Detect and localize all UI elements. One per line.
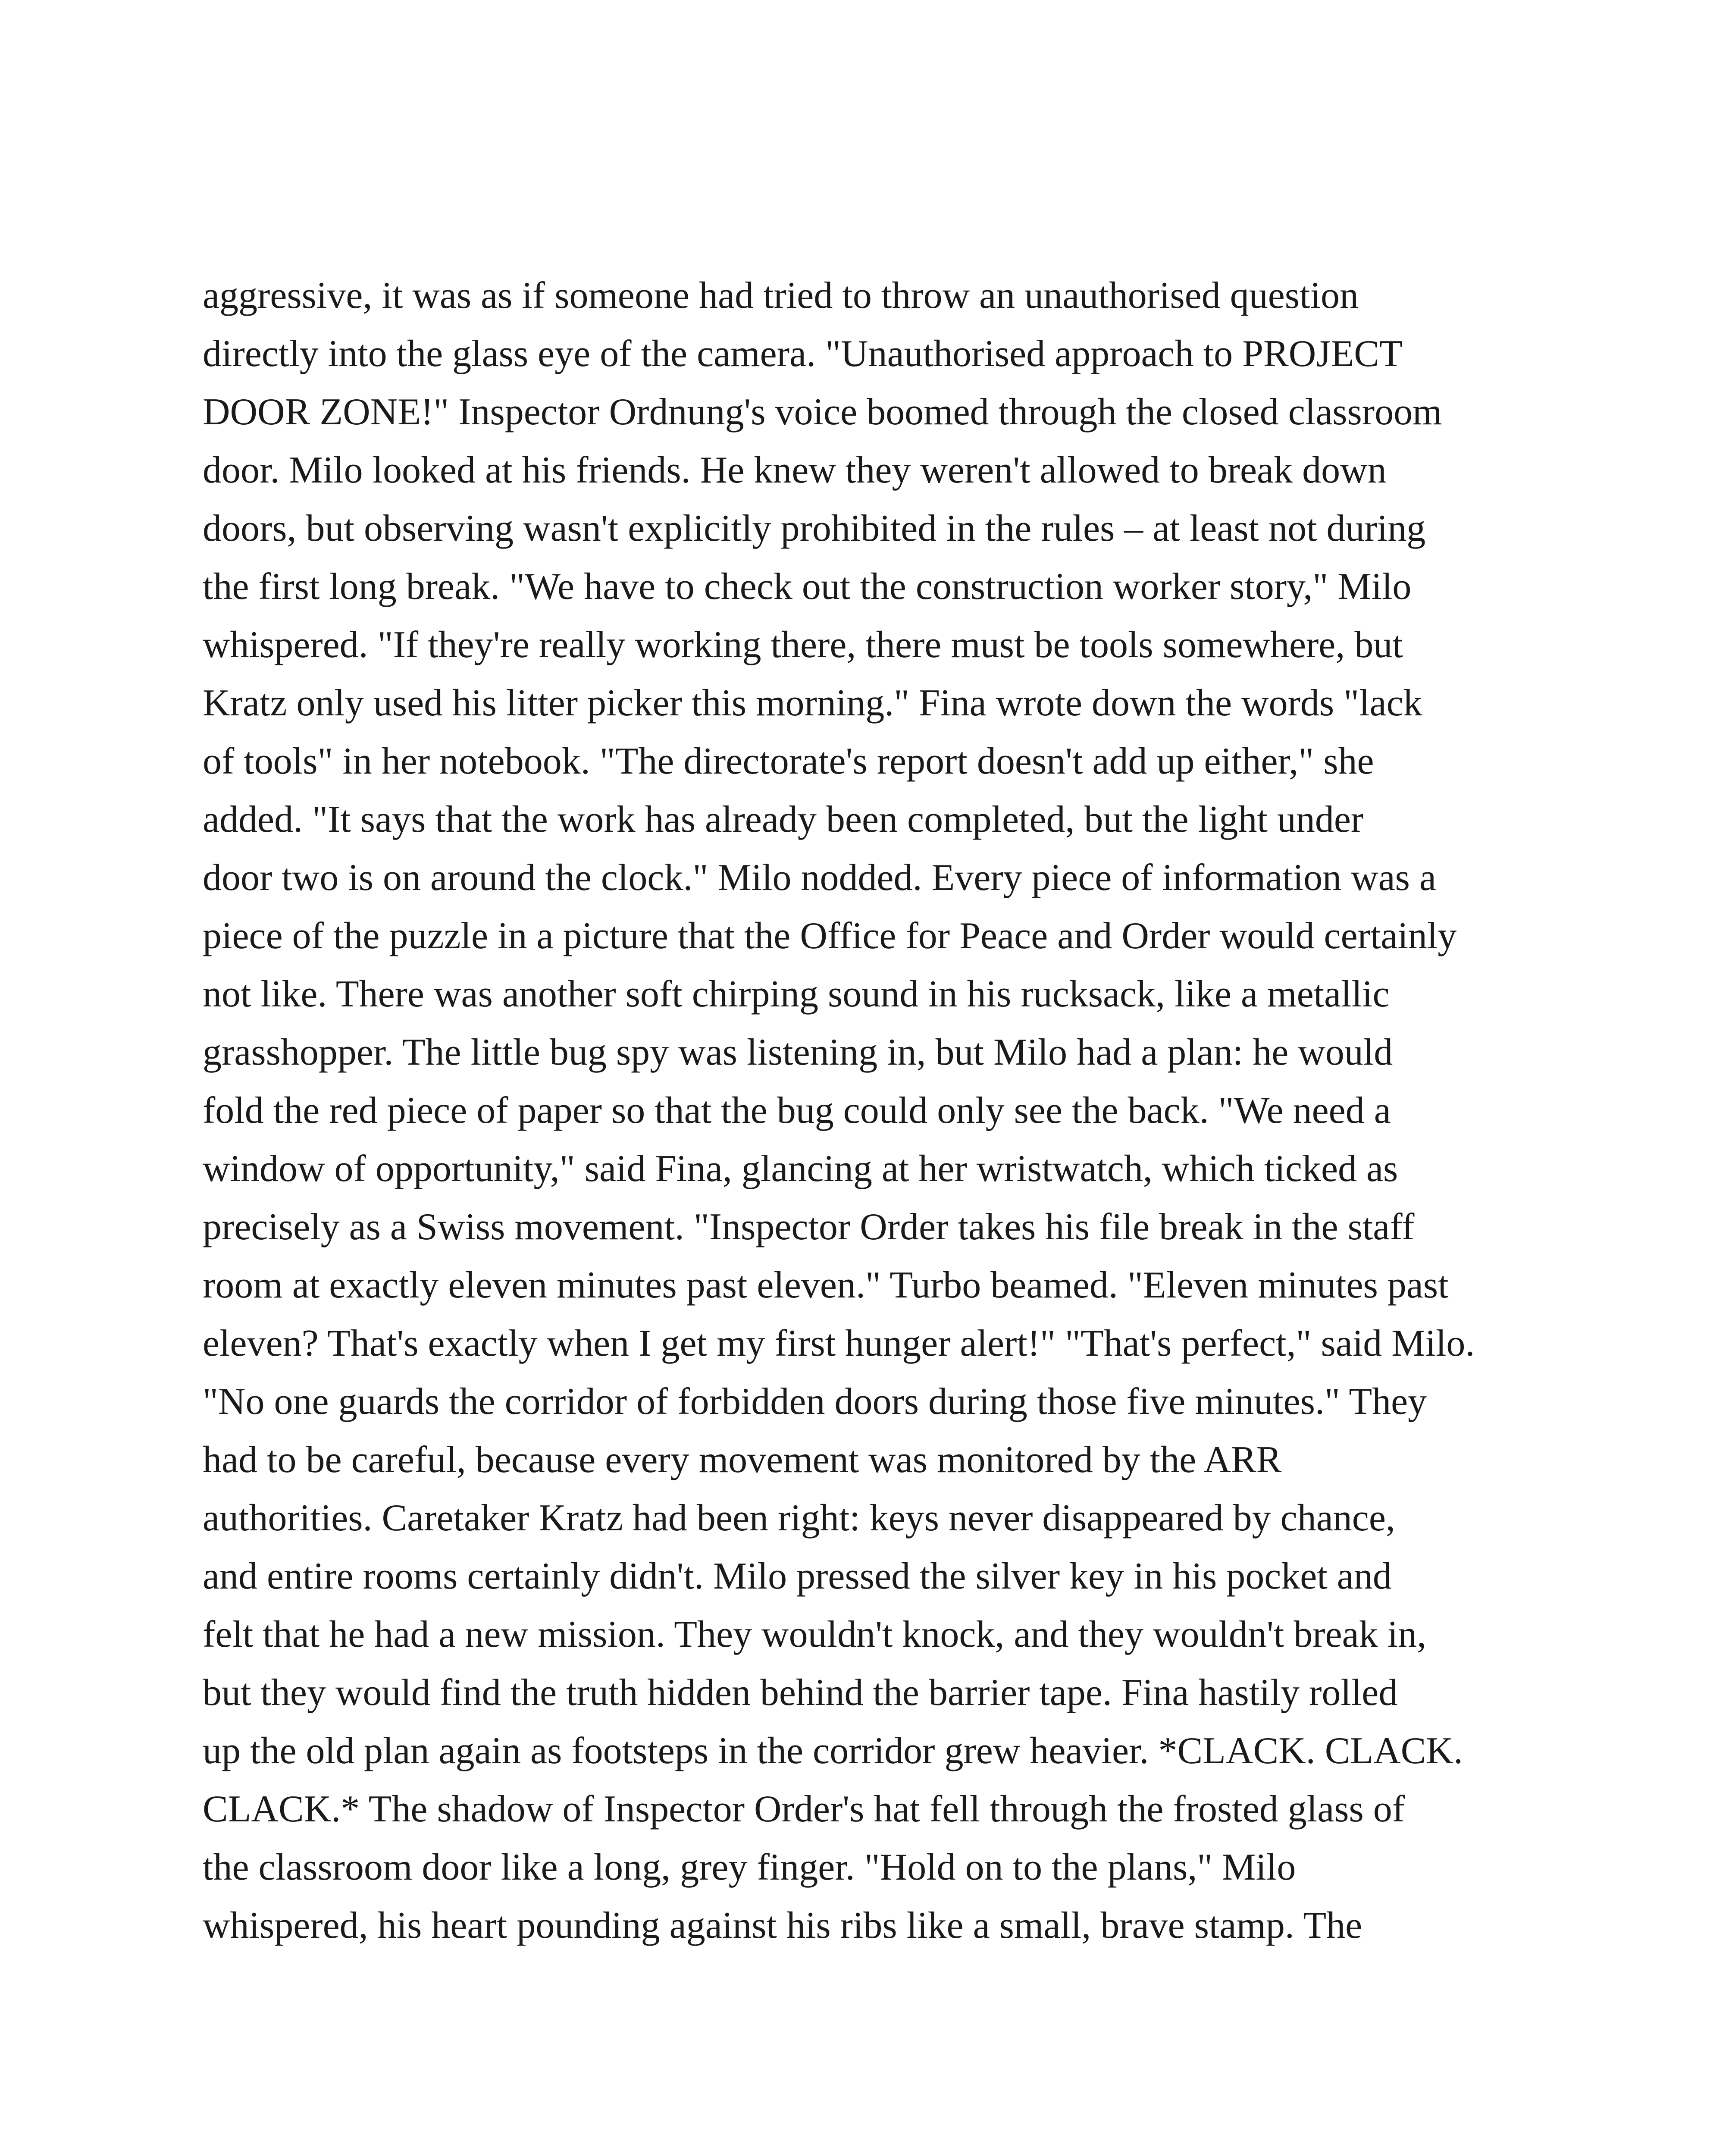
text-line: directly into the glass eye of the camera. "Unauthorised approach to PROJECT <box>203 333 1403 375</box>
text-line: not like. There was another soft chirping sound in his rucksack, like a metallic <box>203 973 1390 1015</box>
text-line: had to be careful, because every movement was monitored by the ARR <box>203 1439 1282 1481</box>
text-line: "No one guards the corridor of forbidden doors during those five minutes." They <box>203 1381 1427 1423</box>
text-line: doors, but observing wasn't explicitly prohibited in the rules – at least not during <box>203 508 1426 549</box>
text-line: whispered. "If they're really working there, there must be tools somewhere, but <box>203 624 1403 666</box>
text-line: eleven? That's exactly when I get my first hunger alert!" "That's perfect," said Milo. <box>203 1322 1475 1364</box>
text-line: added. "It says that the work has already been completed, but the light under <box>203 799 1364 840</box>
text-line: grasshopper. The little bug spy was listening in, but Milo had a plan: he would <box>203 1031 1393 1073</box>
text-line: window of opportunity," said Fina, glancing at her wristwatch, which ticked as <box>203 1148 1398 1190</box>
text-line: whispered, his heart pounding against his ribs like a small, brave stamp. The <box>203 1905 1362 1946</box>
body-text <box>203 266 1540 1955</box>
text-line: felt that he had a new mission. They wouldn't knock, and they wouldn't break in, <box>203 1614 1427 1655</box>
text-line: up the old plan again as footsteps in the corridor grew heavier. *CLACK. CLACK. <box>203 1730 1463 1772</box>
text-line: Kratz only used his litter picker this morning." Fina wrote down the words "lack <box>203 682 1422 724</box>
text-line: door two is on around the clock." Milo nodded. Every piece of information was a <box>203 857 1436 899</box>
text-line: but they would find the truth hidden behind the barrier tape. Fina hastily rolled <box>203 1672 1398 1714</box>
text-line: CLACK.* The shadow of Inspector Order's hat fell through the frosted glass of <box>203 1788 1405 1830</box>
text-line: aggressive, it was as if someone had tried to throw an unauthorised question <box>203 275 1359 317</box>
text-line: the first long break. "We have to check out the construction worker story," Milo <box>203 566 1412 608</box>
text-line: fold the red piece of paper so that the bug could only see the back. "We need a <box>203 1090 1391 1131</box>
text-line: DOOR ZONE!" Inspector Ordnung's voice boomed through the closed classroom <box>203 391 1442 433</box>
text-line: and entire rooms certainly didn't. Milo pressed the silver key in his pocket and <box>203 1555 1392 1597</box>
text-line: of tools" in her notebook. "The directorate's report doesn't add up either," she <box>203 740 1374 782</box>
text-line: room at exactly eleven minutes past eleven." Turbo beamed. "Eleven minutes past <box>203 1264 1449 1306</box>
text-line: door. Milo looked at his friends. He knew they weren't allowed to break down <box>203 449 1387 491</box>
text-line: precisely as a Swiss movement. "Inspector Order takes his file break in the staff <box>203 1206 1415 1248</box>
text-line: piece of the puzzle in a picture that the Office for Peace and Order would certainly <box>203 915 1457 957</box>
text-line: the classroom door like a long, grey finger. "Hold on to the plans," Milo <box>203 1846 1296 1888</box>
text-line: authorities. Caretaker Kratz had been right: keys never disappeared by chance, <box>203 1497 1395 1539</box>
